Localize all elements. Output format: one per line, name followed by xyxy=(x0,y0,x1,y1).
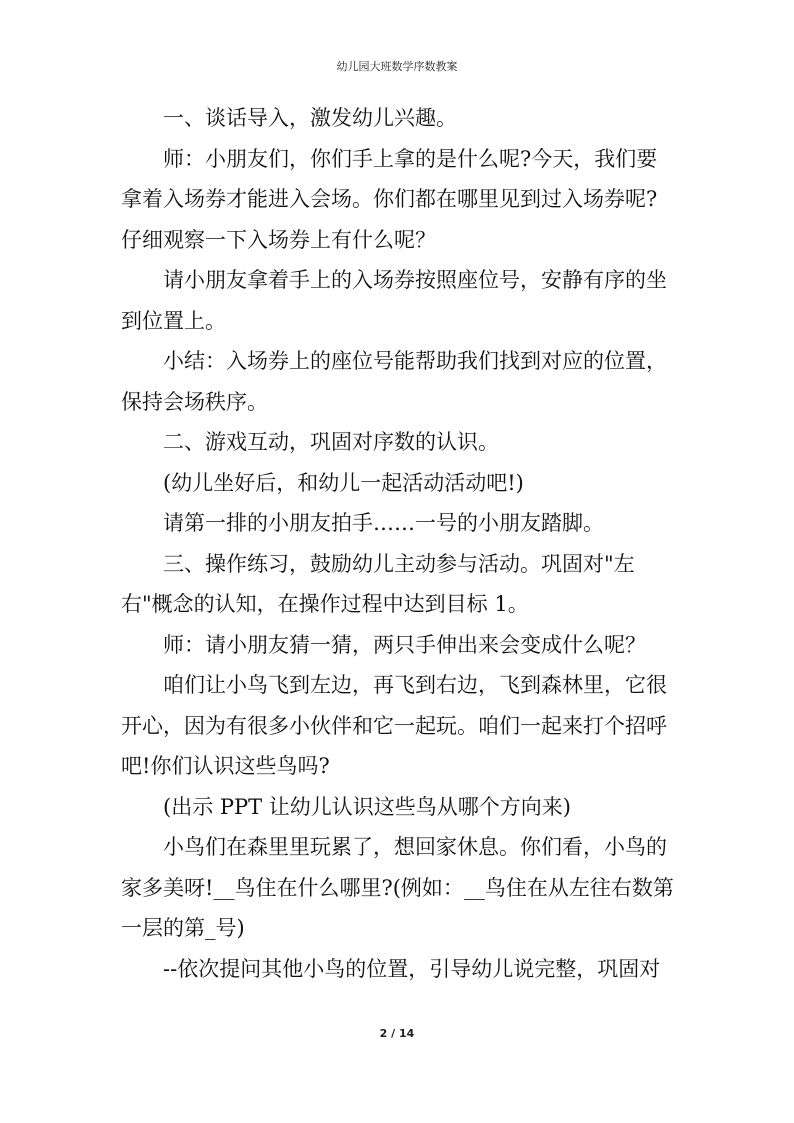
paragraph: --依次提问其他小鸟的位置，引导幼儿说完整，巩固对 xyxy=(163,956,661,981)
paragraph: (出示 PPT 让幼儿认识这些鸟从哪个方向来) xyxy=(163,794,572,819)
paragraph: (幼儿坐好后，和幼儿一起活动活动吧!) xyxy=(163,470,524,495)
paragraph: 师：请小朋友猜一猜，两只手伸出来会变成什么呢？ xyxy=(163,632,646,657)
paragraph: 咱们让小鸟飞到左边，再飞到右边，飞到森林里，它很开心，因为有很多小伙伴和它一起玩。咱们一起来打个招呼吧!你们认识这些鸟吗? xyxy=(121,673,667,778)
paragraph: 一、谈话导入，激发幼儿兴趣。 xyxy=(163,106,457,130)
paragraph: 小结：入场券上的座位号能帮助我们找到对应的位置，保持会场秩序。 xyxy=(121,349,667,414)
paragraph: 小鸟们在森里里玩累了，想回家休息。你们看，小鸟的家多美呀!__鸟住在什么哪里?(例如：__鸟住在从左往右数第一层的第_号) xyxy=(121,835,674,940)
document-body xyxy=(121,98,677,989)
page-header: 幼儿园大班数学序数教案 xyxy=(336,60,458,73)
page-number: 2 / 14 xyxy=(379,1027,415,1040)
paragraph: 三、操作练习，鼓励幼儿主动参与活动。巩固对"左右"概念的认知，在操作过程中达到目标 1。 xyxy=(121,551,635,616)
paragraph: 请小朋友拿着手上的入场券按照座位号，安静有序的坐到位置上。 xyxy=(121,268,667,333)
paragraph: 二、游戏互动，巩固对序数的认识。 xyxy=(163,430,499,454)
paragraph: 请第一排的小朋友拍手……一号的小朋友踏脚。 xyxy=(163,511,604,535)
paragraph: 师：小朋友们，你们手上拿的是什么呢?今天，我们要拿着入场券才能进入会场。你们都在哪里见到过入场券呢?仔细观察一下入场券上有什么呢？ xyxy=(121,146,658,252)
